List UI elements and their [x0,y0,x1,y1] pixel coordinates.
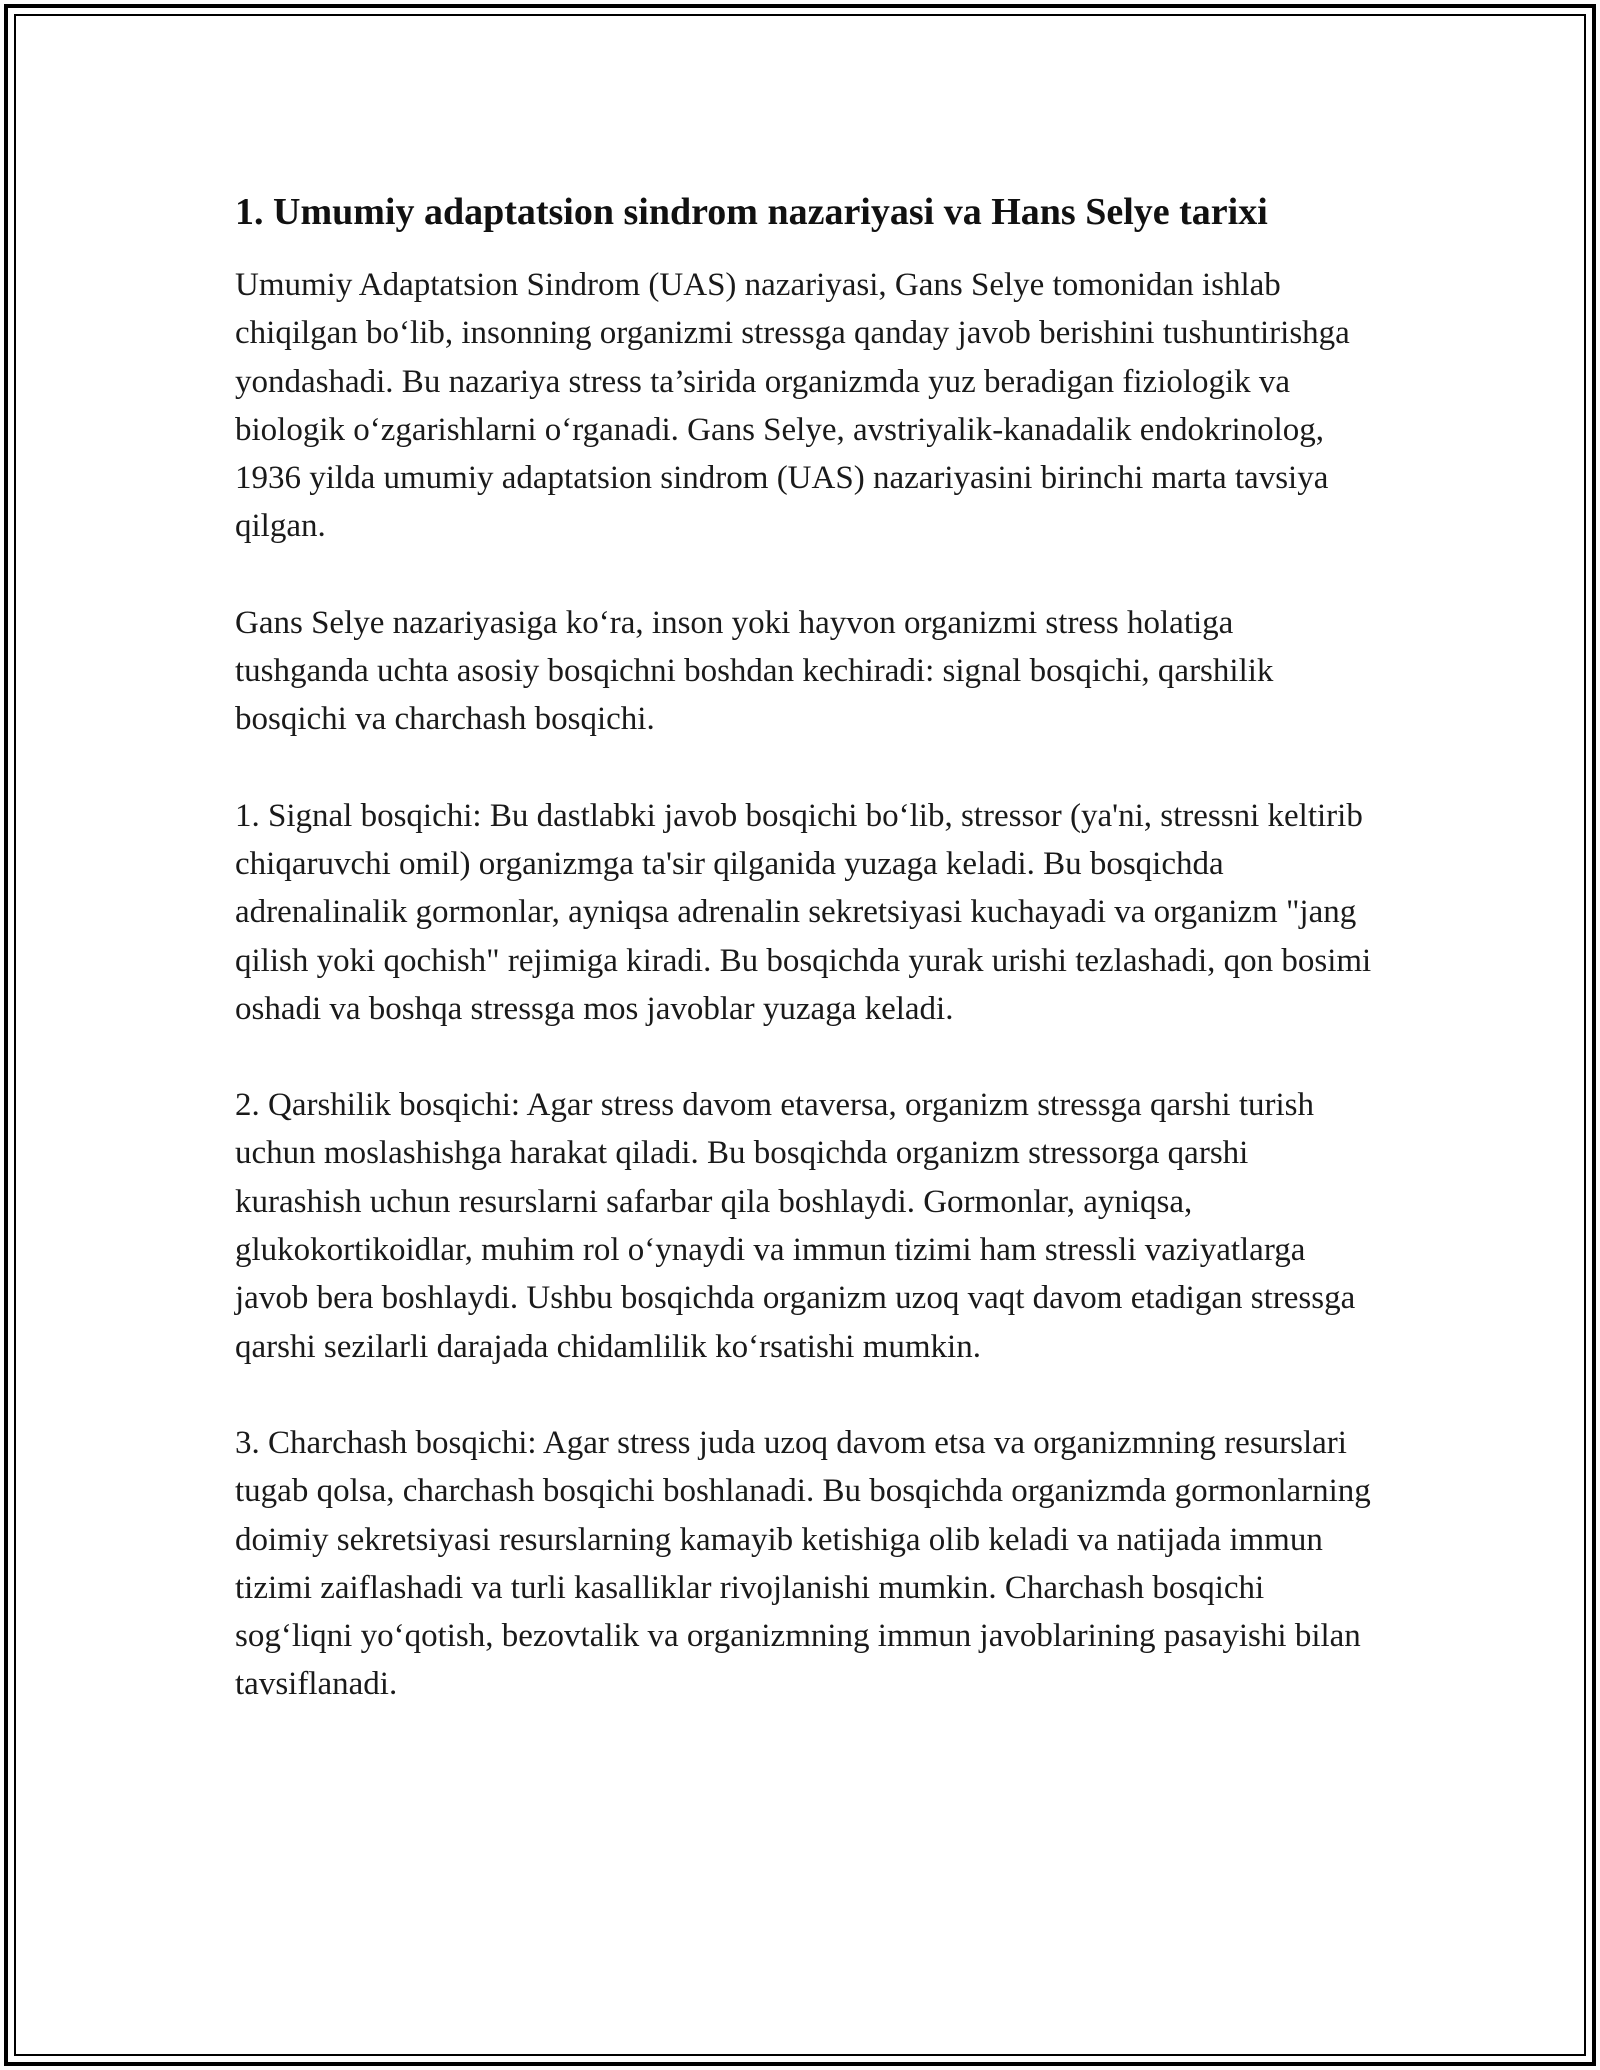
paragraph-stages-overview: Gans Selye nazariyasiga ko‘ra, inson yoki hayvon organizmi stress holatiga tushganda uchta asosiy bosqichni boshdan kechiradi: signal bosqichi, qarshilik bosqichi va charchash bosqichi. [235,604,1274,738]
paragraph-resistance-stage: 2. Qarshilik bosqichi: Agar stress davom etaversa, organizm stressga qarshi turish uchun moslashishga harakat qiladi. Bu bosqichda organizm stressorga qarshi kurashish uchun resurslarni safarbar qila boshlaydi. Gormonlar, ayniqsa, glukokortikoidlar, muhim rol o‘ynaydi va immun tizimi ham stressli vaziyatlarga javob bera boshlaydi. Ushbu bosqichda organizm uzoq vaqt davom etadigan stressga qarshi sezilarli darajada chidamlilik ko‘rsatishi mumkin. [235,1087,1356,1365]
document-body [235,185,1375,1757]
paragraph-signal-stage: 1. Signal bosqichi: Bu dastlabki javob bosqichi bo‘lib, stressor (ya'ni, stressni keltirib chiqaruvchi omil) organizmga ta'sir qilganida yuzaga keladi. Bu bosqichda adrenalinalik gormonlar, ayniqsa adrenalin sekretsiyasi kuchayadi va organizm "jang qilish yoki qochish" rejimiga kiradi. Bu bosqichda yurak urishi tezlashadi, qon bosimi oshadi va boshqa stressga mos javoblar yuzaga keladi. [235,797,1372,1027]
paragraph-intro: Umumiy Adaptatsion Sindrom (UAS) nazariyasi, Gans Selye tomonidan ishlab chiqilgan bo‘lib, insonning organizmi stressga qanday javob berishini tushuntirishga yondashadi. Bu nazariya stress ta’sirida organizmda yuz beradigan fiziologik va biologik o‘zgarishlarni o‘rganadi. Gans Selye, avstriyalik-kanadalik endokrinolog, 1936 yilda umumiy adaptatsion sindrom (UAS) nazariyasini birinchi marta tavsiya qilgan. [235,267,1350,545]
section-title: 1. Umumiy adaptatsion sindrom nazariyasi va Hans Selye tarixi [235,191,1268,233]
paragraph-exhaustion-stage: 3. Charchash bosqichi: Agar stress juda uzoq davom etsa va organizmning resurslari tugab qolsa, charchash bosqichi boshlanadi. Bu bosqichda organizmda gormonlarning doimiy sekretsiyasi resurslarning kamayib ketishiga olib keladi va natijada immun tizimi zaiflashadi va turli kasalliklar rivojlanishi mumkin. Charchash bosqichi sog‘liqni yo‘qotish, bezovtalik va organizmning immun javoblarining pasayishi bilan tavsiflanadi. [235,1424,1371,1703]
